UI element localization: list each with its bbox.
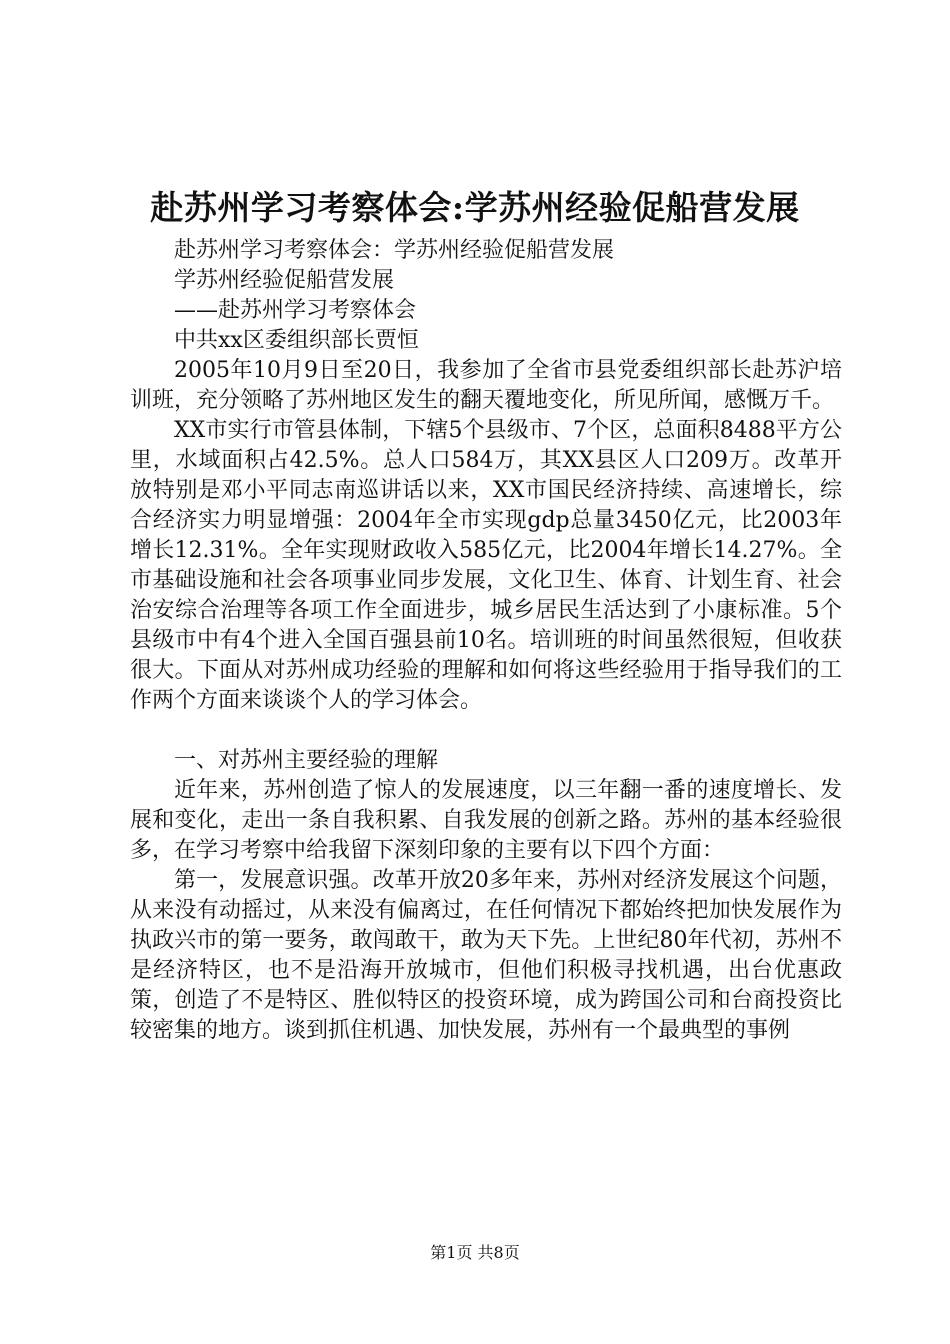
paragraph-section-intro: 近年来，苏州创造了惊人的发展速度，以三年翻一番的速度增长、发展和变化，走出一条自我积累、自我发展的创新之路。苏州的基本经验很多，在学习考察中给我留下深刻印象的主要有以下四个方面： [130,778,842,863]
header-line-title: 赴苏州学习考察体会：学苏州经验促船营发展 [174,238,615,263]
document-body [130,236,842,1046]
paragraph-first-point: 第一，发展意识强。改革开放20多年来，苏州对经济发展这个问题，从来没有动摇过，从来没有偏离过，在任何情况下都始终把加快发展作为执政兴市的第一要务，敢闯敢干，敢为天下先。上世纪80年代初，苏州不是经济特区，也不是沿海开放城市，但他们积极寻找机遇，出台优惠政策，创造了不是特区、胜似特区的投资环境，成为跨国公司和台商投资比较密集的地方。谈到抓住机遇、加快发展，苏州有一个最典型的事例 [130,868,842,1043]
paragraph-intro: 2005年10月9日至20日，我参加了全省市县党委组织部长赴苏沪培训班，充分领略了苏州地区发生的翻天覆地变化，所见所闻，感慨万千。 [130,358,842,413]
header-line-dash-subtitle: ——赴苏州学习考察体会 [174,298,417,323]
section-heading: 一、对苏州主要经验的理解 [174,748,439,773]
document-title: 赴苏州学习考察体会:学苏州经验促船营发展 [150,188,800,227]
paragraph-city-overview: XX市实行市管县体制，下辖5个县级市、7个区，总面积8488平方公里，水域面积占42.5%。总人口584万，其XX县区人口209万。改革开放特别是邓小平同志南巡讲话以来，XX市国民经济持续、高速增长，综合经济实力明显增强：2004年全市实现gdp总量3450亿元，比2003年增长12.31%。全年实现财政收入585亿元，比2004年增长14.27%。全市基础设施和社会各项事业同步发展，文化卫生、体育、计划生育、社会治安综合治理等各项工作全面进步，城乡居民生活达到了小康标准。5个县级市中有4个进入全国百强县前10名。培训班的时间虽然很短，但收获很大。下面从对苏州成功经验的理解和如何将这些经验用于指导我们的工作两个方面来谈谈个人的学习体会。 [130,418,842,713]
page-number-footer: 第1页 共8页 [430,1243,520,1262]
header-line-author: 中共xx区委组织部长贾恒 [174,328,419,353]
header-line-subtitle: 学苏州经验促船营发展 [174,268,395,293]
